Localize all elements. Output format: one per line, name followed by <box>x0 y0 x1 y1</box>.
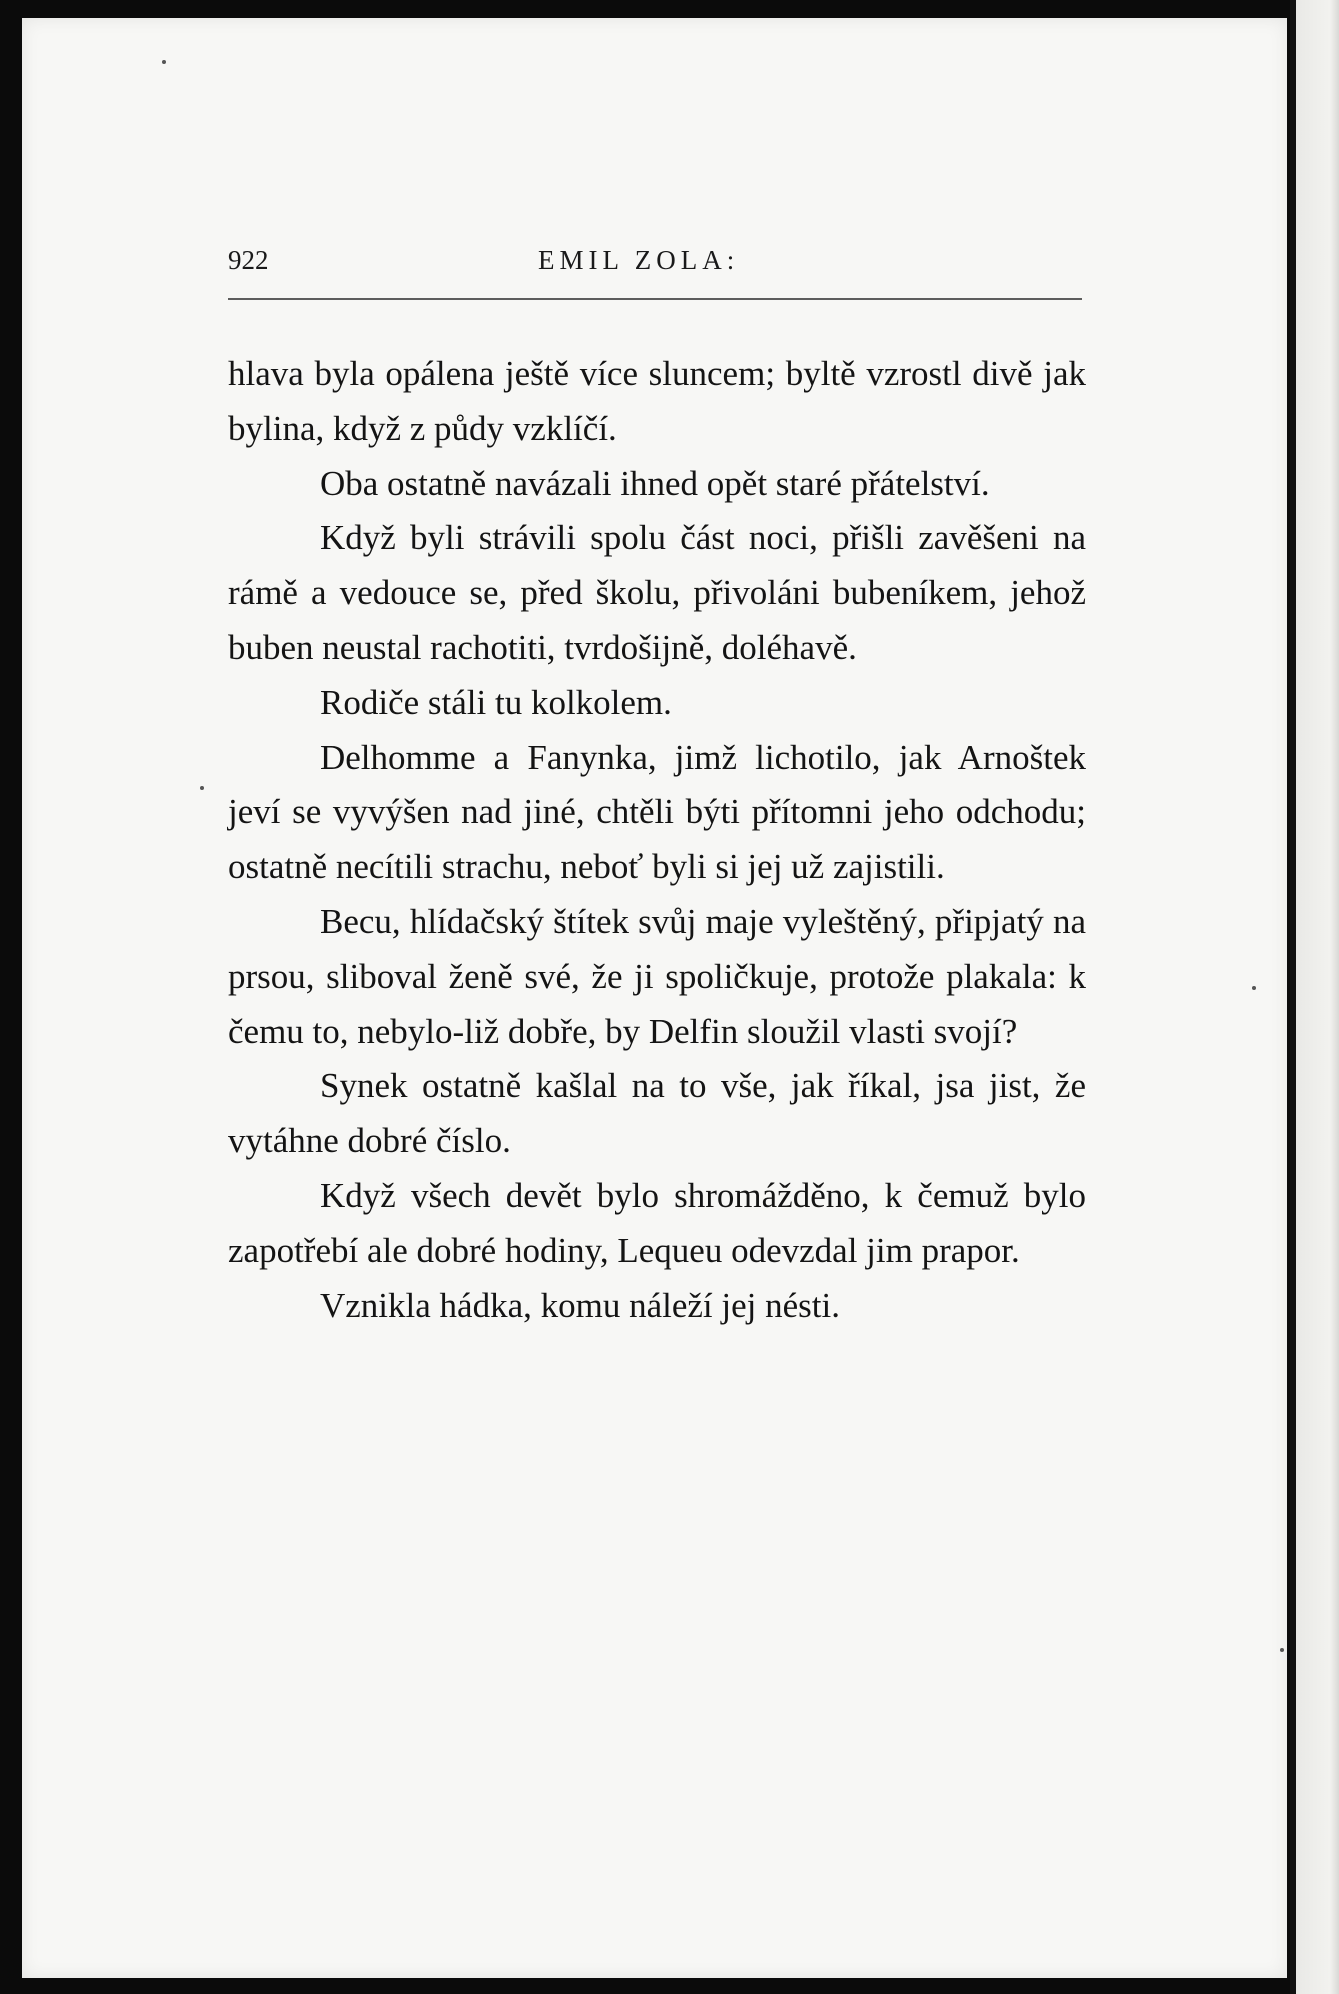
scan-speck <box>162 60 166 64</box>
adjacent-page-edge <box>1290 0 1339 1994</box>
running-title: EMIL ZOLA: <box>538 245 740 275</box>
page-number: 922 <box>228 245 269 275</box>
paragraph: Synek ostatně kašlal na to vše, jak říkal, jsa jist, že vytáhne dobré číslo. <box>228 1066 1086 1161</box>
paragraph: Delhomme a Fanynka, jimž lichotilo, jak Arnoštek jeví se vyvýšen nad jiné, chtěli býti přítomni jeho odchodu; ostatně necítili strachu, neboť byli si jej už zajistili. <box>228 737 1086 887</box>
scan-speck <box>1252 986 1256 990</box>
paragraph: hlava byla opálena ještě více sluncem; byltě vzrostl divě jak bylina, když z půdy vzklíčí. <box>228 354 1086 448</box>
paragraph: Vznikla hádka, komu náleží jej nésti. <box>320 1285 840 1325</box>
header-rule <box>228 298 1082 300</box>
scan-speck <box>200 786 204 790</box>
scan-speck <box>1280 1648 1284 1652</box>
page-header <box>228 245 1088 285</box>
body-text <box>228 347 1086 1333</box>
paragraph: Když byli strávili spolu část noci, přišli zavěšeni na rámě a vedouce se, před školu, přivoláni bubeníkem, jehož buben neustal rachotiti, tvrdošijně, doléhavě. <box>228 518 1086 667</box>
paragraph: Když všech devět bylo shromážděno, k čemuž bylo zapotřebí ale dobré hodiny, Lequeu odevzdal jim prapor. <box>228 1175 1086 1270</box>
paragraph: Becu, hlídačský štítek svůj maje vyleštěný, připjatý na prsou, sliboval ženě své, že ji spoličkuje, protože plakala: k čemu to, nebylo-liž dobře, by Delfin sloužil vlasti svojí? <box>228 901 1086 1051</box>
paragraph: Oba ostatně navázali ihned opět staré přátelství. <box>320 463 990 503</box>
paragraph: Rodiče stáli tu kolkolem. <box>320 682 672 722</box>
